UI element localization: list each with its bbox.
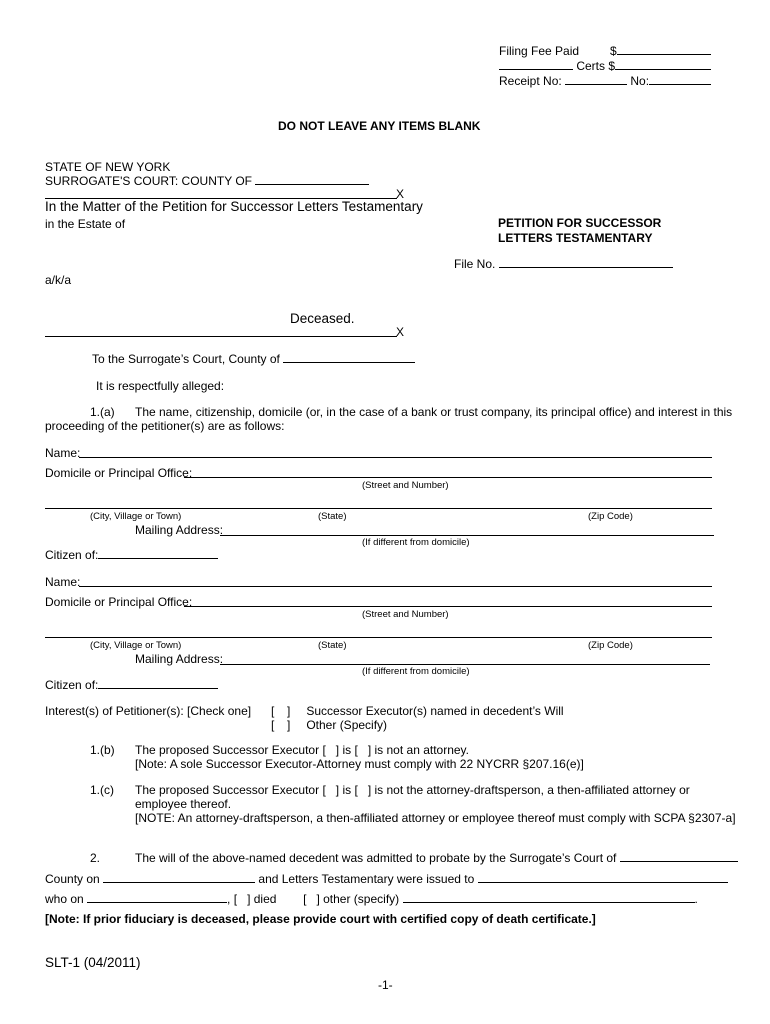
page-number: -1-: [378, 978, 393, 992]
item-1b-is-checkbox[interactable]: [ ]: [322, 743, 340, 757]
item-1b-text: The proposed Successor Executor [ ] is [ ] is not an attorney.: [135, 743, 469, 757]
item-2-issued-to-field[interactable]: [478, 872, 728, 883]
item-2-date-field[interactable]: [103, 872, 255, 883]
item-2-who-date-field[interactable]: [87, 892, 227, 903]
filing-fee-dollar: $: [610, 44, 711, 58]
to-court-row: To the Surrogate’s Court, County of: [92, 352, 415, 366]
estate-label: in the Estate of: [45, 217, 126, 231]
form-heading: DO NOT LEAVE ANY ITEMS BLANK: [278, 119, 481, 133]
interest-option-other: [ ] Other (Specify): [271, 718, 388, 732]
interest-option-executor: [ ] Successor Executor(s) named in decedent’s Will: [271, 704, 564, 718]
petitioner-2-domicile-label: Domicile or Principal Office:: [45, 595, 193, 609]
petitioner-2-name-label: Name:: [45, 575, 81, 589]
filing-fee-label: Filing Fee Paid: [499, 44, 580, 58]
file-no-row: File No.: [454, 257, 673, 271]
petitioner-1-street-caption: (Street and Number): [362, 480, 449, 491]
item-1a-text-2: proceeding of the petitioner(s) are as follows:: [45, 419, 285, 433]
item-2-number: 2.: [90, 851, 101, 865]
matter-title: In the Matter of the Petition for Successor Letters Testamentary: [45, 199, 423, 214]
petitioner-1-domicile-field[interactable]: [184, 477, 712, 478]
certs-amount-field[interactable]: [615, 59, 711, 70]
petitioner-1-citizen-field[interactable]: [98, 548, 218, 559]
petitioner-1-state-caption: (State): [318, 511, 347, 522]
caption-x-bottom: X: [396, 325, 405, 339]
petitioner-1-mailing-caption: (If different from domicile): [362, 537, 470, 548]
petitioner-2-mailing-label: Mailing Address:: [135, 652, 224, 666]
caption-x-top: X: [396, 187, 405, 201]
item-1b-note: [Note: A sole Successor Executor-Attorney must comply with 22 NYCRR §207.16(e)]: [135, 757, 584, 771]
petitioner-1-zip-caption: (Zip Code): [588, 511, 633, 522]
item-1c-is-checkbox[interactable]: [ ]: [322, 783, 340, 797]
item-2-other-checkbox[interactable]: [ ]: [303, 892, 320, 906]
item-2-died-checkbox[interactable]: [ ]: [233, 892, 251, 906]
item-2-who-row: who on , [ ] died [ ] other (specify) .: [45, 892, 698, 906]
to-court-county-field[interactable]: [283, 352, 415, 363]
interest-other-checkbox[interactable]: [: [271, 718, 275, 732]
item-1c-number: 1.(c): [90, 783, 114, 797]
petitioner-1-city-field[interactable]: [45, 508, 712, 509]
petitioner-2-mailing-caption: (If different from domicile): [362, 666, 470, 677]
item-2-text: The will of the above-named decedent was admitted to probate by the Surrogate’s Court of: [135, 851, 738, 865]
petitioner-1-name-field[interactable]: [79, 457, 712, 458]
petitioner-2-street-caption: (Street and Number): [362, 609, 449, 620]
item-2-court-field[interactable]: [620, 851, 738, 862]
file-no-field[interactable]: [499, 257, 673, 268]
petitioner-2-mailing-field[interactable]: [220, 664, 710, 665]
receipt-field[interactable]: [565, 74, 627, 85]
alleged-text: It is respectfully alleged:: [96, 379, 225, 393]
receipt-row: Receipt No: No:: [499, 74, 711, 88]
receipt-no-field[interactable]: [649, 74, 711, 85]
petitioner-1-mailing-field[interactable]: [220, 535, 714, 536]
item-1c-isnot-checkbox[interactable]: [ ]: [354, 783, 372, 797]
petition-title-line2: LETTERS TESTAMENTARY: [498, 231, 653, 245]
petitioner-2-city-field[interactable]: [45, 637, 712, 638]
caption-state: STATE OF NEW YORK: [45, 160, 171, 174]
filing-fee-field[interactable]: [617, 44, 711, 55]
petitioner-2-name-field[interactable]: [79, 586, 712, 587]
item-2-other-field[interactable]: [403, 892, 695, 903]
aka-label: a/k/a: [45, 273, 72, 287]
petitioner-1-city-caption: (City, Village or Town): [90, 511, 182, 522]
item-1c-text: The proposed Successor Executor [ ] is [ ] is not the attorney-draftsperson, a then-affiliated attorney or: [135, 783, 690, 797]
interest-executor-checkbox[interactable]: [: [271, 704, 275, 718]
petitioner-1-citizen-row: Citizen of:: [45, 548, 218, 562]
petitioner-2-domicile-field[interactable]: [184, 606, 712, 607]
item-1c-text-2: employee thereof.: [135, 797, 232, 811]
item-1a-text-1: The name, citizenship, domicile (or, in the case of a bank or trust company, its principal office) and interest in this: [135, 405, 733, 419]
petitioner-1-mailing-label: Mailing Address:: [135, 523, 224, 537]
court-county-field[interactable]: [255, 174, 369, 185]
deceased-label: Deceased.: [290, 311, 355, 326]
caption-court: SURROGATE'S COURT: COUNTY OF: [45, 174, 369, 188]
petitioner-1-domicile-label: Domicile or Principal Office:: [45, 466, 193, 480]
petition-title-line1: PETITION FOR SUCCESSOR: [498, 216, 662, 230]
item-1b-isnot-checkbox[interactable]: [ ]: [354, 743, 372, 757]
petitioner-2-zip-caption: (Zip Code): [588, 640, 633, 651]
petitioner-2-citizen-row: Citizen of:: [45, 678, 218, 692]
certs-count-field[interactable]: [499, 59, 573, 70]
item-1c-note: [NOTE: An attorney-draftsperson, a then-affiliated attorney or employee thereof must comply with SCPA §2307-a]: [135, 811, 736, 825]
interest-label: Interest(s) of Petitioner(s): [Check one]: [45, 704, 252, 718]
item-1a-number: 1.(a): [90, 405, 115, 419]
item-1b-number: 1.(b): [90, 743, 115, 757]
form-id: SLT-1 (04/2011): [45, 955, 141, 970]
petitioner-2-city-caption: (City, Village or Town): [90, 640, 182, 651]
petitioner-1-name-label: Name:: [45, 446, 81, 460]
item-2-county-row: County on and Letters Testamentary were issued to: [45, 872, 728, 886]
prior-fiduciary-note: [Note: If prior fiduciary is deceased, please provide court with certified copy of death certificate.]: [45, 912, 596, 926]
petitioner-2-state-caption: (State): [318, 640, 347, 651]
caption-bottom-line: [45, 336, 397, 337]
petitioner-2-citizen-field[interactable]: [98, 678, 218, 689]
certs-row: Certs $: [499, 59, 711, 73]
